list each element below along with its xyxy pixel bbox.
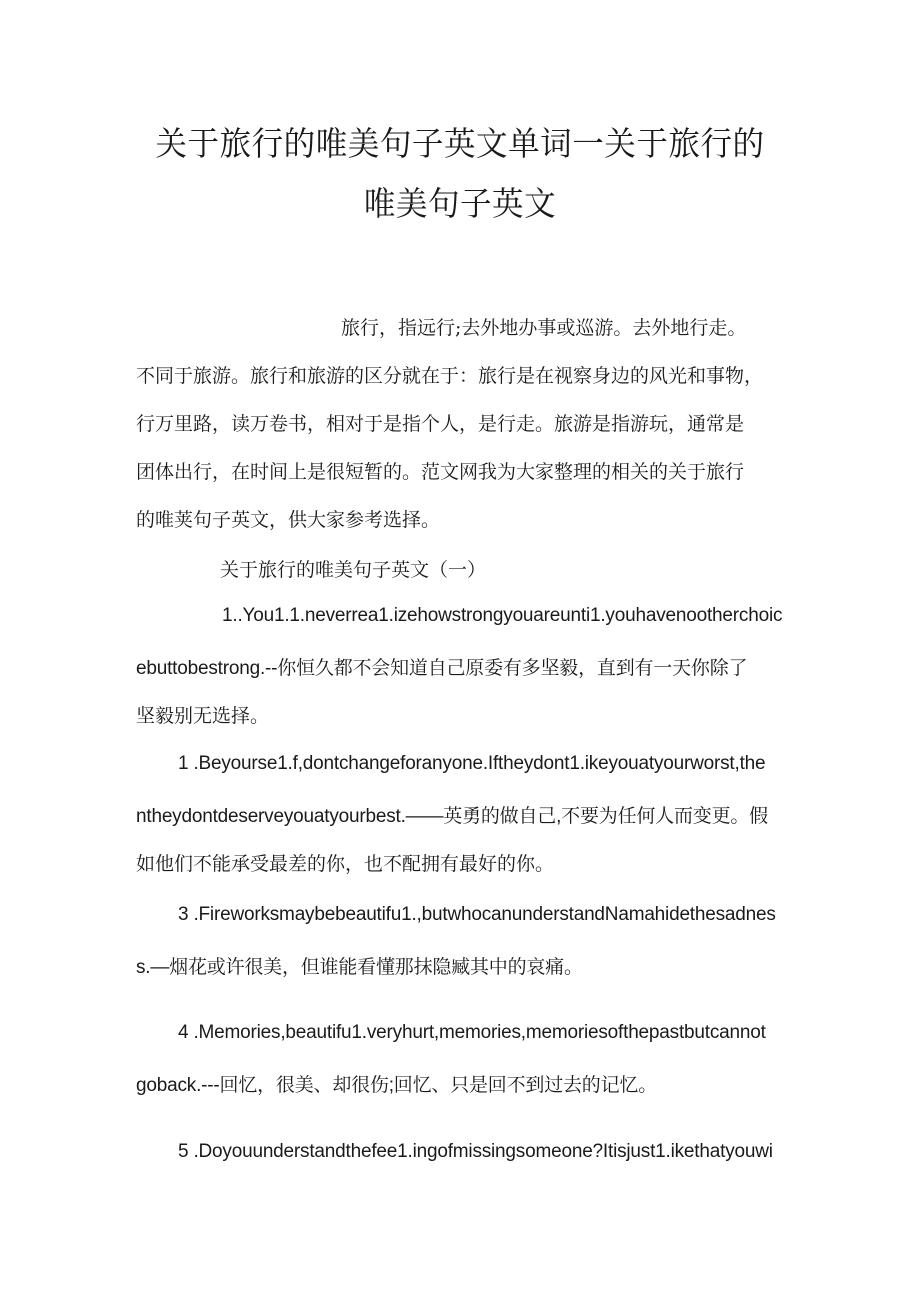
quote-line: goback.---回忆，很美、却很伤;回忆、只是回不到过去的记忆。 xyxy=(136,1075,658,1096)
section-heading: 关于旅行的唯美句子英文（一） xyxy=(220,559,487,581)
quote-line: ntheydontdeserveyouatyourbest.——英勇的做自己,不要为任何人而变更。假 xyxy=(136,806,768,827)
quote-line: ebuttobestrong.--你恒久都不会知道自己原委有多坚毅，直到有一天你除了 xyxy=(136,658,748,679)
quote-line: s.—烟花或许很美，但谁能看懂那抹隐臧其中的哀痛。 xyxy=(136,957,583,978)
quote-line: 坚毅别无选择。 xyxy=(136,705,270,727)
quote-line: 4 .Memories,beautifu1.veryhurt,memories,memoriesofthepastbutcannot xyxy=(178,1022,766,1043)
quote-line: 1..You1.1.neverrea1.izehowstrongyouareunti1.youhavenootherchoic xyxy=(222,605,783,626)
intro-line: 团体出行，在时间上是很短暂的。范文网我为大家整理的相关的关于旅行 xyxy=(136,461,745,483)
quote-line: 3 .Fireworksmaybebeautifu1.,butwhocanunderstandNamahidethesadnes xyxy=(178,904,776,925)
document-title-line-2: 唯美句子英文 xyxy=(363,184,557,223)
intro-line: 行万里路，读万卷书，相对于是指个人，是行走。旅游是指游玩，通常是 xyxy=(136,413,745,435)
intro-line: 旅行，指远行;去外地办事或巡游。去外地行走。 xyxy=(341,317,747,339)
quote-line: 1 .Beyourse1.f,dontchangeforanyone.Iftheydont1.ikeyouatyourworst,the xyxy=(178,753,766,774)
intro-line: 不同于旅游。旅行和旅游的区分就在于：旅行是在视察身边的风光和事物， xyxy=(136,365,764,387)
intro-line: 的唯荚句子英文，供大家参考选择。 xyxy=(136,509,441,531)
document-title-line-1: 关于旅行的唯美句子英文单词一关于旅行的 xyxy=(155,124,765,163)
quote-line: 如他们不能承受最差的你，也不配拥有最好的你。 xyxy=(136,853,555,875)
quote-line: 5 .Doyouunderstandthefee1.ingofmissingsomeone?Itisjust1.ikethatyouwi xyxy=(178,1141,773,1162)
